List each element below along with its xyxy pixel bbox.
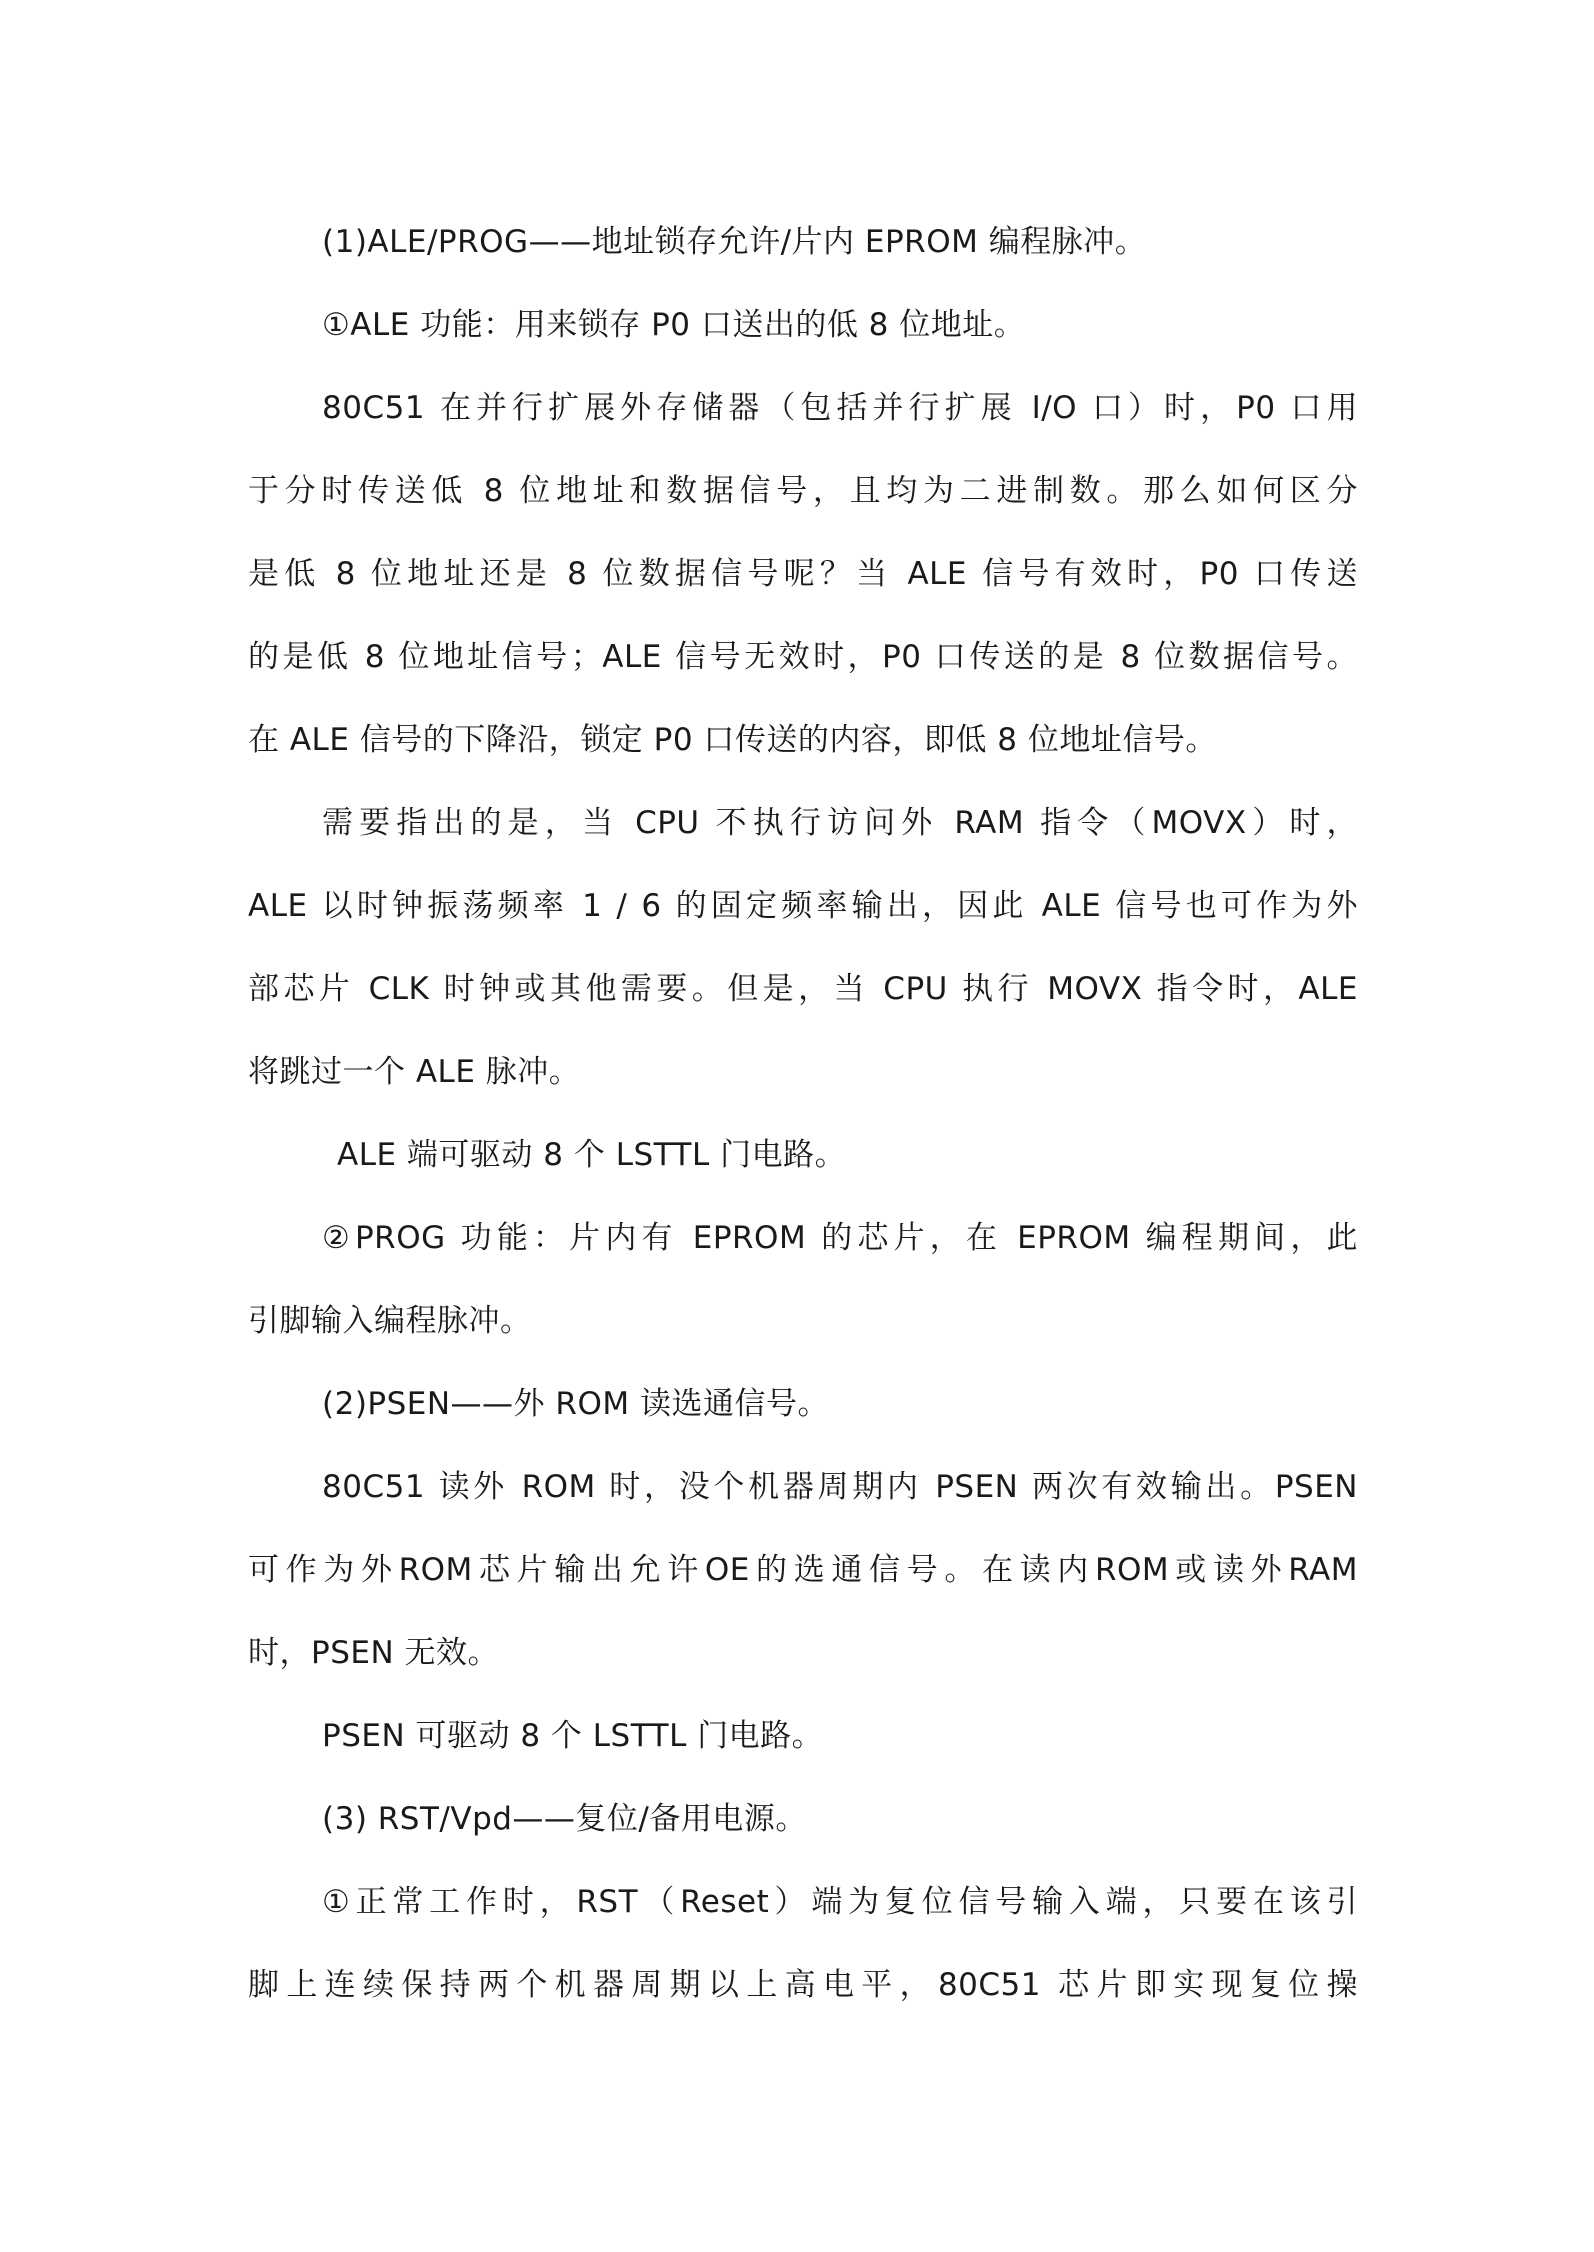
text-line: 部芯片 CLK 时钟或其他需要。但是，当 CPU 执行 MOVX 指令时，ALE	[248, 971, 1358, 1007]
text-line: 于分时传送低 8 位地址和数据信号，且均为二进制数。那么如何区分	[248, 473, 1358, 509]
text-line: 需要指出的是，当 CPU 不执行访问外 RAM 指令（MOVX）时，	[322, 805, 1358, 841]
text-line: ①ALE 功能：用来锁存 P0 口送出的低 8 位地址。	[322, 307, 1026, 343]
text-line: 将跳过一个 ALE 脉冲。	[248, 1054, 581, 1090]
text-line: ②PROG 功能：片内有 EPROM 的芯片，在 EPROM 编程期间，此	[322, 1220, 1358, 1256]
text-line: 在 ALE 信号的下降沿，锁定 P0 口传送的内容，即低 8 位地址信号。	[248, 722, 1217, 758]
text-line: ALE 以时钟振荡频率 1 / 6 的固定频率输出，因此 ALE 信号也可作为外	[248, 888, 1358, 924]
text-line: 可作为外ROM芯片输出允许OE的选通信号。在读内ROM或读外RAM	[248, 1552, 1358, 1588]
text-line: 脚上连续保持两个机器周期以上高电平，80C51 芯片即实现复位操	[248, 1967, 1358, 2003]
text-line: 是低 8 位地址还是 8 位数据信号呢？当 ALE 信号有效时，P0 口传送	[248, 556, 1358, 592]
text-line: ①正常工作时，RST（Reset）端为复位信号输入端，只要在该引	[322, 1884, 1358, 1920]
heading-psen: (2)PSEN——外 ROM 读选通信号。	[322, 1386, 829, 1422]
heading-ale-prog: (1)ALE/PROG——地址锁存允许/片内 EPROM 编程脉冲。	[322, 224, 1147, 260]
text-line: 80C51 在并行扩展外存储器（包括并行扩展 I/O 口）时，P0 口用	[322, 390, 1358, 426]
heading-rst-vpd: (3) RST/Vpd——复位/备用电源。	[322, 1801, 807, 1837]
text-line: 80C51 读外 ROM 时，没个机器周期内 PSEN 两次有效输出。PSEN	[322, 1469, 1358, 1505]
text-line: PSEN 可驱动 8 个 LSTTL 门电路。	[322, 1718, 824, 1754]
text-line: 的是低 8 位地址信号；ALE 信号无效时，P0 口传送的是 8 位数据信号。	[248, 639, 1358, 675]
text-line: 引脚输入编程脉冲。	[248, 1303, 532, 1339]
text-line: ALE 端可驱动 8 个 LSTTL 门电路。	[337, 1137, 847, 1173]
text-line: 时，PSEN 无效。	[248, 1635, 500, 1671]
